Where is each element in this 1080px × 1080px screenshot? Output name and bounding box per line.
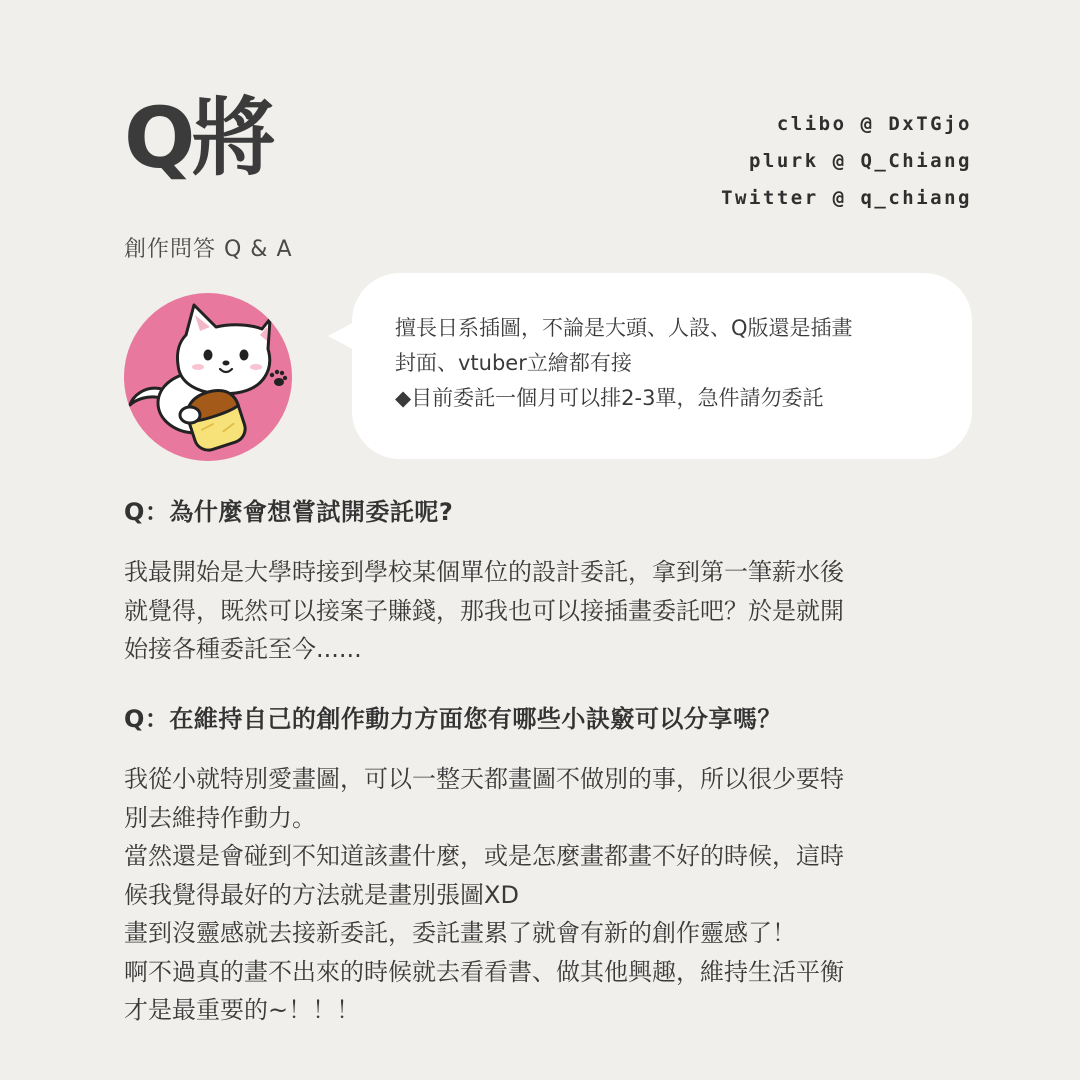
page-title: Q將 [124,89,272,187]
answer-line: 我從小就特別愛畫圖，可以一整天都畫圖不做別的事，所以很少要特 [124,765,844,793]
answer-line: 畫到沒靈感就去接新委託，委託畫累了就會有新的創作靈感了！ [124,919,796,947]
page-subtitle: 創作問答 Q & A [124,237,293,262]
answer-line: 我最開始是大學時接到學校某個單位的設計委託，拿到第一筆薪水後 [124,558,844,586]
social-handle-plurk: plurk @ Q_Chiang [748,150,972,172]
bubble-line: ◆目前委託一個月可以排2-3單，急件請勿委託 [395,386,824,410]
answer-2 [124,760,964,1030]
social-handles [721,106,972,217]
answer-line: 才是最重要的~！！！ [124,996,361,1024]
answer-line: 就覺得，既然可以接案子賺錢，那我也可以接插畫委託吧？於是就開 [124,596,844,625]
answer-line: 始接各種委託至今...... [124,635,362,663]
answer-line: 別去維持作動力。 [124,803,316,832]
social-handle-clibo: clibo @ DxTGjo [776,113,972,135]
question-1: Q：為什麼會想嘗試開委託呢? [124,498,454,526]
bubble-line: 擅長日系插圖，不論是大頭、人設、Q版還是插畫 [395,316,853,340]
bubble-line: 封面、vtuber立繪都有接 [395,351,632,375]
answer-line: 啊不過真的畫不出來的時候就去看看書、做其他興趣，維持生活平衡 [124,957,844,986]
answer-1 [124,553,964,669]
question-2: Q：在維持自己的創作動力方面您有哪些小訣竅可以分享嗎？ [124,705,782,733]
intro-speech-bubble [352,273,972,459]
answer-line: 候我覺得最好的方法就是畫別張圖XD [124,880,519,909]
answer-line: 當然還是會碰到不知道該畫什麼，或是怎麼畫都畫不好的時候，這時 [124,842,844,870]
cat-holding-bread-avatar [124,293,292,461]
qa-section-2 [124,699,964,1030]
qa-section-1 [124,492,964,669]
social-handle-twitter: Twitter @ q_chiang [721,187,972,209]
